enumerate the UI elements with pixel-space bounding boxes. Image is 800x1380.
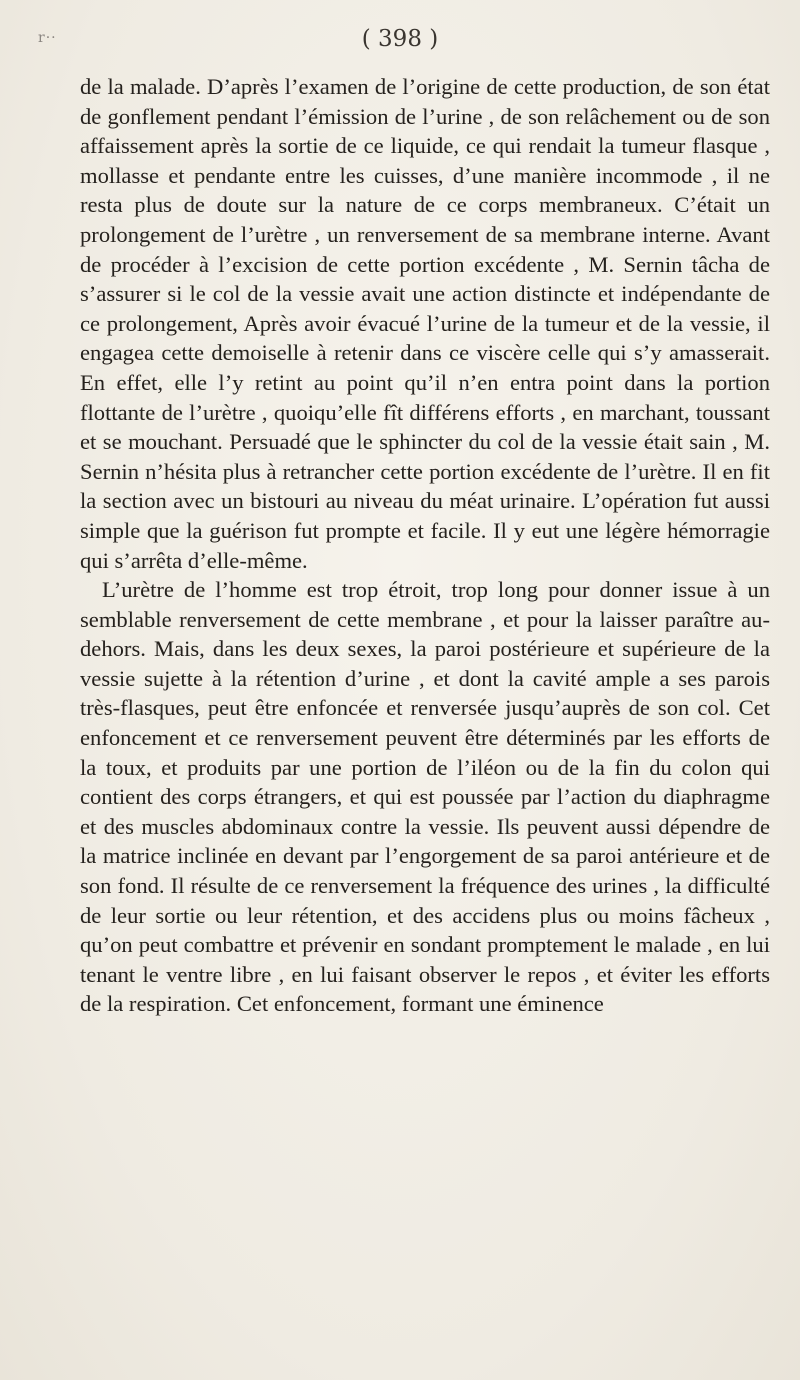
paragraph-2: L’urètre de l’homme est trop étroit, trop long pour donner issue à un semblable renversement de cette membrane , et pour la laisser paraître au-dehors. Mais, dans les deux sexes, la paroi postérieure et supérieure de la vessie sujette à la rétention d’urine , et dont la cavité ample a ses parois très-flasques, peut être enfoncée et renversée jusqu’auprès de son col. Cet enfoncement et ce renversement peuvent être déterminés par les efforts de la toux, et produits par une portion de l’iléon ou de la fin du colon qui contient des corps étrangers, et qui est poussée par l’action du diaphragme et des muscles abdominaux contre la vessie. Ils peuvent aussi dépendre de la matrice inclinée en devant par l’engorgement de sa paroi antérieure et de son fond. Il résulte de ce renversement la fréquence des urines , la difficulté de leur sortie ou leur rétention, et des accidens plus ou moins fâcheux , qu’on peut combattre et prévenir en sondant promptement le malade , en lui tenant le ventre libre , en lui faisant observer le repos , et éviter les efforts de la respiration. Cet enfoncement, formant une éminence xyxy=(80,577,770,1017)
body-text xyxy=(80,72,770,1019)
page-number: ( 398 ) xyxy=(361,26,439,52)
paragraph-1: de la malade. D’après l’examen de l’origine de cette production, de son état de gonflement pendant l’émission de l’urine , de son relâchement ou de son affaissement après la sortie de ce liquide, ce qui rendait la tumeur flasque , mollasse et pendante entre les cuisses, d’une manière incommode , il ne resta plus de doute sur la nature de ce corps membraneux. C’était un prolongement de l’urètre , un renversement de sa membrane interne. Avant de procéder à l’excision de cette portion excédente , M. Sernin tâcha de s’assurer si le col de la vessie avait une action distincte et indépendante de ce prolongement, Après avoir évacué l’urine de la tumeur et de la vessie, il engagea cette demoiselle à retenir dans ce viscère celle qui s’y amasserait. En effet, elle l’y retint au point qu’il n’en entra point dans la portion flottante de l’urètre , quoiqu’elle fît différens efforts , en marchant, toussant et se mouchant. Persuadé que le sphincter du col de la vessie était sain , M. Sernin n’hésita plus à retrancher cette portion excédente de l’urètre. Il en fit la section avec un bistouri au niveau du méat urinaire. L’opération fut aussi simple que la guérison fut prompte et facile. Il y eut une légère hémorragie qui s’arrêta d’elle-même. xyxy=(80,74,770,573)
corner-mark: r·· xyxy=(38,30,57,46)
